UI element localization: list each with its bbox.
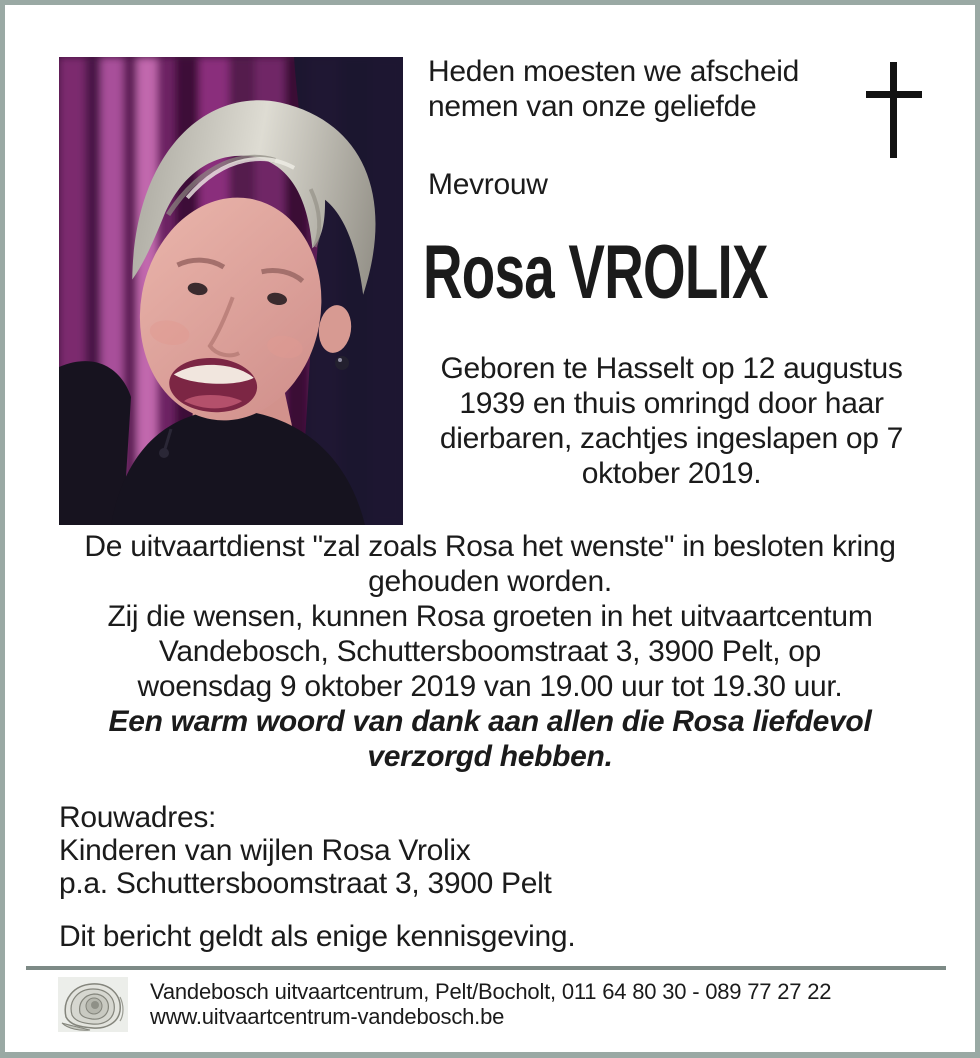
life-dates-line: dierbaren, zachtjes ingeslapen op 7 <box>439 422 904 455</box>
service-line: gehouden worden. <box>368 565 612 598</box>
thanks-line: Een warm woord van dank aan allen die Rosa liefdevol <box>108 705 872 738</box>
life-dates-line: 1939 en thuis omringd door haar <box>459 387 884 420</box>
mourning-address-line: Kinderen van wijlen Rosa Vrolix <box>59 834 471 867</box>
rose-icon <box>58 977 128 1032</box>
deceased-name: Rosa VROLIX <box>423 230 768 315</box>
life-dates-line: oktober 2019. <box>581 457 762 490</box>
intro-line: Heden moesten we afscheid <box>428 55 800 88</box>
mourning-address <box>59 801 759 900</box>
thanks-line: verzorgd hebben. <box>367 740 613 773</box>
rose-illustration <box>58 977 128 1032</box>
portrait-photo <box>59 57 403 525</box>
service-line: Vandebosch, Schuttersboomstraat 3, 3900 Pelt, op <box>158 635 822 668</box>
footer-website: www.uitvaartcentrum-vandebosch.be <box>150 1004 505 1029</box>
service-text <box>30 529 950 774</box>
life-dates-line: Geboren te Hasselt op 12 augustus <box>440 352 903 385</box>
portrait-photo-illustration <box>59 57 403 525</box>
service-line: De uitvaartdienst "zal zoals Rosa het wenste" in besloten kring <box>84 530 896 563</box>
service-line: Zij die wensen, kunnen Rosa groeten in het uitvaartcentum <box>107 600 873 633</box>
intro-line: nemen van onze geliefde <box>428 90 757 123</box>
footer-contact-line: Vandebosch uitvaartcentrum, Pelt/Bocholt, 011 64 80 30 - 089 77 27 22 <box>150 979 832 1004</box>
life-dates-text <box>423 351 920 491</box>
mourning-address-label: Rouwadres: <box>59 801 217 834</box>
mourning-address-line: p.a. Schuttersboomstraat 3, 3900 Pelt <box>59 867 552 900</box>
service-line: woensdag 9 oktober 2019 van 19.00 uur tot 19.30 uur. <box>137 670 843 703</box>
intro-text <box>428 54 925 124</box>
salutation: Mevrouw <box>428 168 548 201</box>
closing-statement: Dit bericht geldt als enige kennisgeving. <box>59 920 576 953</box>
footer-contact <box>150 979 910 1029</box>
footer-divider <box>26 966 946 970</box>
